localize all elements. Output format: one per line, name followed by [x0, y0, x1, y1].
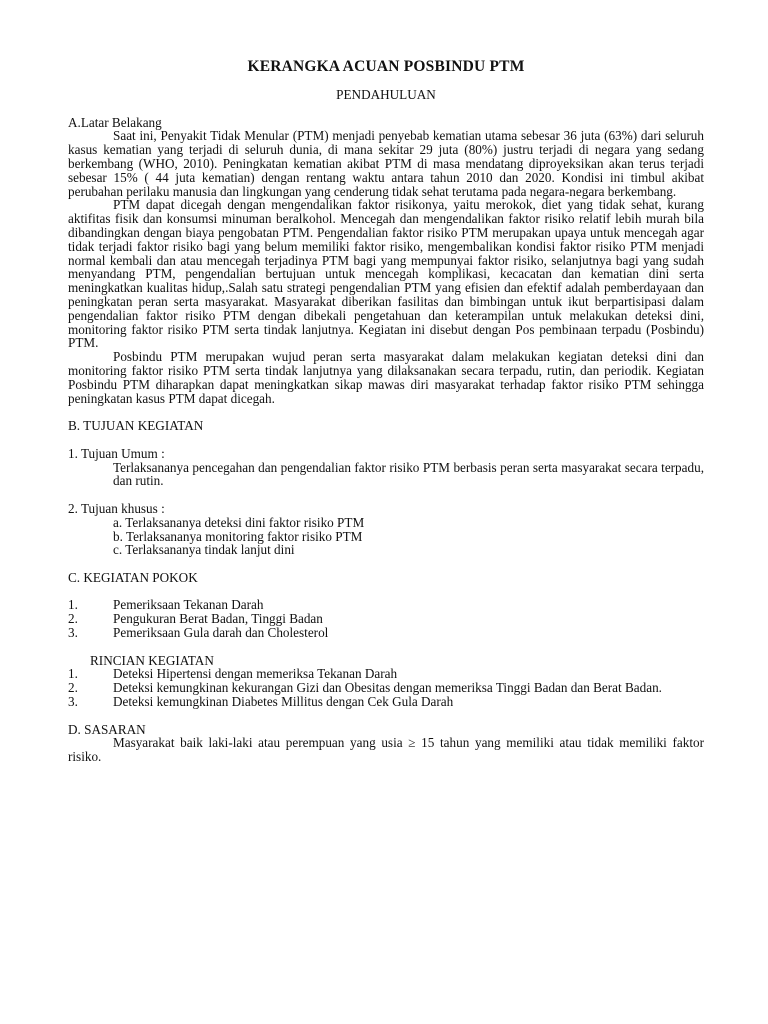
list-item: a. Terlaksananya deteksi dini faktor risiko PTM: [113, 514, 365, 530]
list-number: 1.: [68, 597, 78, 613]
list-number: 3.: [68, 625, 78, 641]
paragraph: Masyarakat baik laki-laki atau perempuan yang usia ≥ 15 tahun yang memiliki atau tidak memiliki faktor risiko.: [68, 735, 704, 765]
section-sasaran: [68, 723, 704, 764]
section-a-heading: A.Latar Belakang: [68, 114, 162, 130]
section-tujuan-kegiatan: [68, 419, 704, 557]
list-number: 3.: [68, 694, 78, 710]
list-text: Deteksi kemungkinan kekurangan Gizi dan Obesitas dengan memeriksa Tinggi Badan dan Berat Badan.: [113, 680, 662, 696]
list-text: Pengukuran Berat Badan, Tinggi Badan: [113, 611, 323, 627]
list-text: Deteksi Hipertensi dengan memeriksa Tekanan Darah: [113, 666, 398, 682]
list-item: [68, 667, 704, 681]
list-item: [68, 612, 704, 626]
section-kegiatan-pokok: [68, 571, 704, 709]
list-text: Pemeriksaan Gula darah dan Cholesterol: [113, 625, 329, 641]
section-c-heading: C. KEGIATAN POKOK: [68, 569, 198, 585]
list-item: c. Terlaksananya tindak lanjut dini: [113, 542, 295, 558]
list-item: [68, 626, 704, 640]
rincian-kegiatan-list: [68, 667, 704, 708]
list-text: Pemeriksaan Tekanan Darah: [113, 597, 264, 613]
document-subtitle: PENDAHULUAN: [336, 86, 436, 102]
section-d-heading: D. SASARAN: [68, 721, 146, 737]
list-item: [68, 681, 704, 695]
tujuan-khusus-label: 2. Tujuan khusus :: [68, 500, 165, 516]
document-title: KERANGKA ACUAN POSBINDU PTM: [247, 58, 525, 75]
tujuan-umum-text: Terlaksananya pencegahan dan pengendalian faktor risiko PTM berbasis peran serta masyarakat secara terpadu, dan rutin.: [113, 459, 704, 489]
list-item: b. Terlaksananya monitoring faktor risiko PTM: [113, 528, 363, 544]
section-latar-belakang: [68, 116, 704, 406]
rincian-kegiatan-heading: RINCIAN KEGIATAN: [90, 652, 214, 668]
paragraph: Posbindu PTM merupakan wujud peran serta masyarakat dalam melakukan kegiatan deteksi dini dan monitoring faktor risiko PTM serta tindak lanjutnya yang dilaksanakan secara terpadu, rutin, dan periodik. Kegiatan Posbindu PTM diharapkan dapat meningkatkan sikap mawas diri masyarakat terhadap faktor risiko PTM sehingga peningkatan kasus PTM dapat dicegah.: [68, 349, 704, 406]
section-b-heading: B. TUJUAN KEGIATAN: [68, 418, 204, 434]
list-item: [68, 695, 704, 709]
paragraph: Saat ini, Penyakit Tidak Menular (PTM) menjadi penyebab kematian utama sebesar 36 juta (63%) dari seluruh kasus kematian yang terjadi di seluruh dunia, di mana sekitar 29 juta (80%) justru terjadi di negara yang sedang berkembang (WHO, 2010). Peningkatan kematian akibat PTM di masa mendatang diproyeksikan akan terus terjadi sebesar 15% ( 44 juta kematian) dengan rentang waktu antara tahun 2010 dan 2020. Kondisi ini timbul akibat perubahan perilaku manusia dan lingkungan yang cenderung tidak sehat terutama pada negara-negara berkembang.: [68, 128, 704, 199]
list-text: Deteksi kemungkinan Diabetes Millitus dengan Cek Gula Darah: [113, 694, 454, 710]
list-item: [68, 598, 704, 612]
tujuan-umum-label: 1. Tujuan Umum :: [68, 445, 165, 461]
list-number: 1.: [68, 666, 78, 682]
kegiatan-pokok-list: [68, 598, 704, 639]
list-number: 2.: [68, 611, 78, 627]
list-number: 2.: [68, 680, 78, 696]
paragraph: PTM dapat dicegah dengan mengendalikan faktor risikonya, yaitu merokok, diet yang tidak sehat, kurang aktifitas fisik dan konsumsi minuman beralkohol. Mencegah dan mengendalikan faktor risiko relatif lebih murah bila dibandingkan dengan biaya pengobatan PTM. Pengendalian faktor risiko PTM merupakan upaya untuk mencegah agar tidak terjadi faktor risiko bagi yang belum memiliki faktor risiko, mengembalikan kondisi faktor risiko PTM menjadi normal kembali dan atau mencegah terjadinya PTM bagi yang mempunyai faktor risiko, selanjutnya bagi yang sudah menyandang PTM, pengendalian bertujuan untuk mencegah komplikasi, kecacatan dan kematian dini serta meningkatkan kualitas hidup,.Salah satu strategi pengendalian PTM yang efisien dan efektif adalah pemberdayaan dan peningkatan peran serta masyarakat. Masyarakat diberikan fasilitas dan bimbingan untuk ikut berpartisipasi dalam pengendalian faktor risiko PTM dengan dibekali pengetahuan dan keterampilan untuk melakukan deteksi dini, monitoring faktor risiko PTM serta tindak lanjutnya. Kegiatan ini disebut dengan Pos pembinaan terpadu (Posbindu) PTM.: [68, 197, 704, 351]
